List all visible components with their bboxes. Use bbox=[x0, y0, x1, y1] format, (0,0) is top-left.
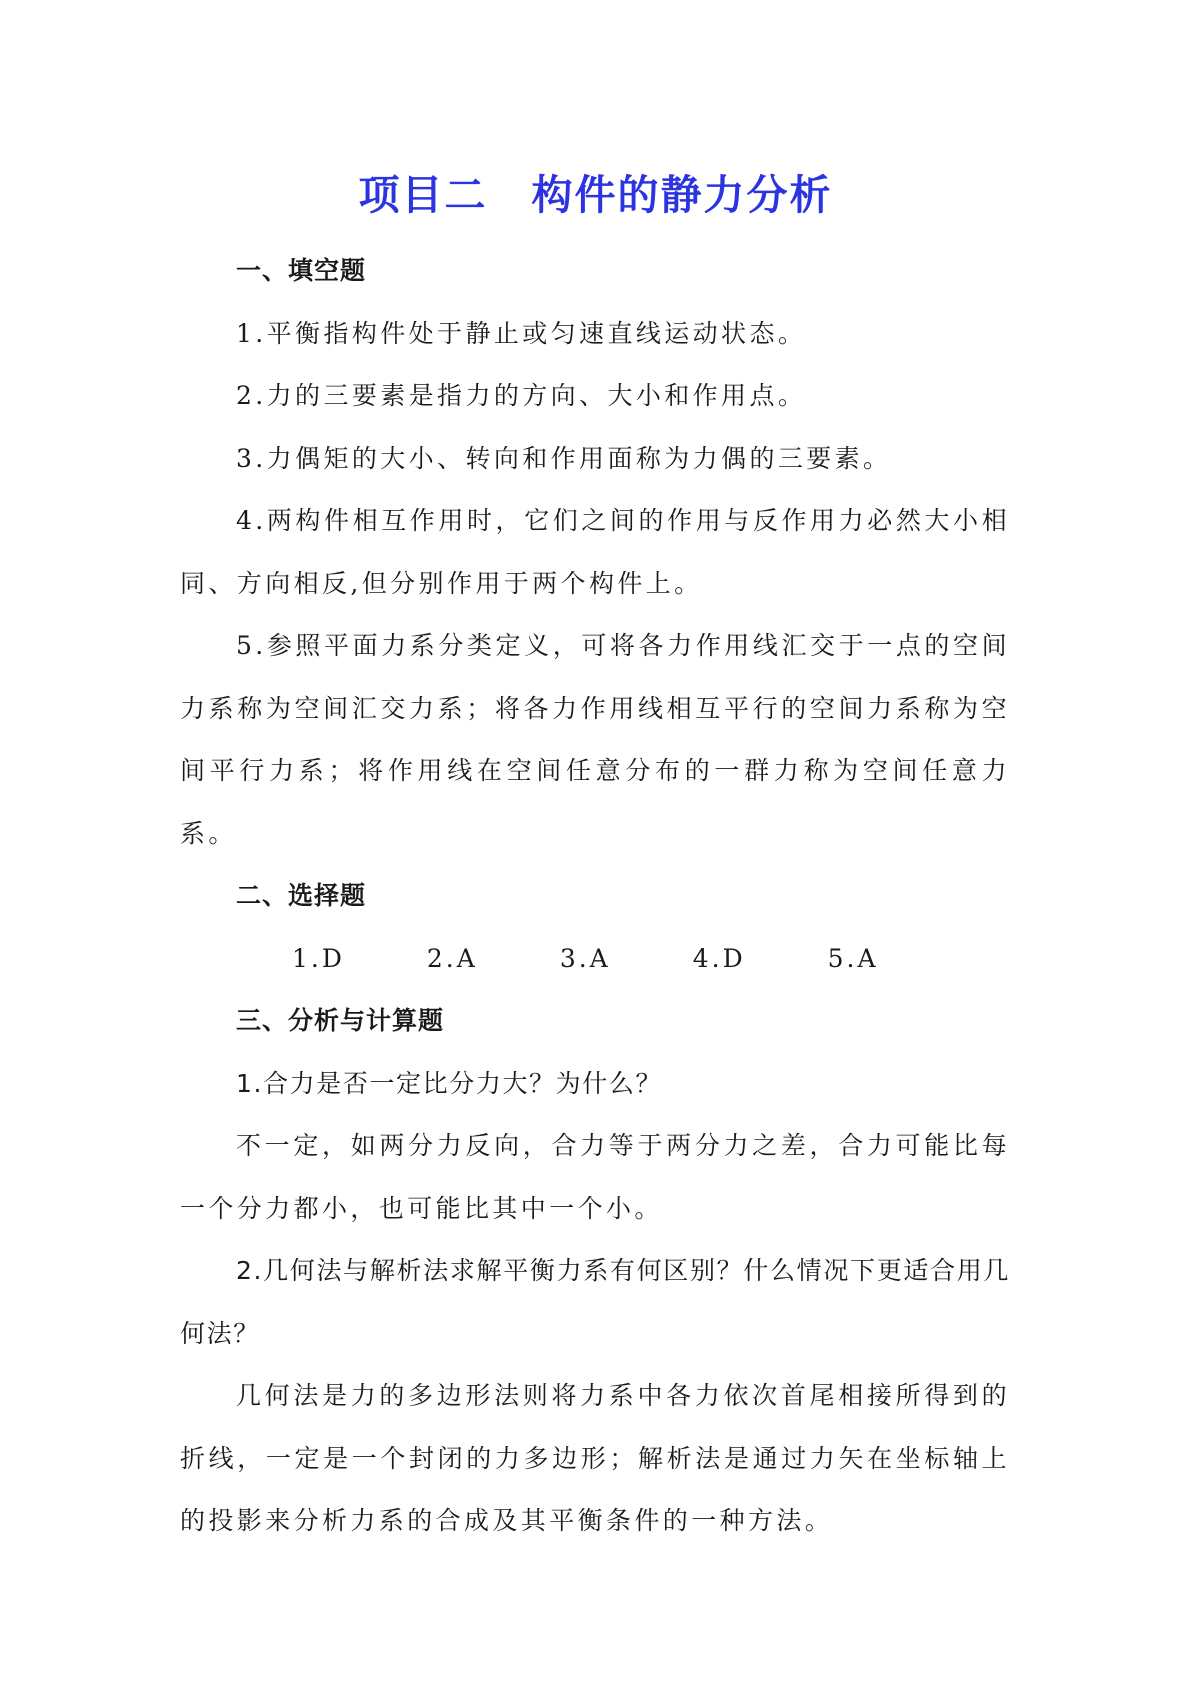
choice-answer: 3.A bbox=[559, 943, 611, 973]
fill-item-5: 5.参照平面力系分类定义，可将各力作用线汇交于一点的空间力系称为空间汇交力系；将各力作用线相互平行的空间力系称为空间平行力系；将作用线在空间任意分布的一群力称为空间任意力系。 bbox=[180, 631, 1010, 848]
fill-item-3: 3.力偶矩的大小、转向和作用面称为力偶的三要素。 bbox=[236, 443, 892, 473]
section-heading-choice: 二、选择题 bbox=[236, 881, 367, 910]
question-1: 1.合力是否一定比分力大？为什么？ bbox=[236, 1068, 663, 1098]
choice-answer: 5.A bbox=[827, 943, 879, 973]
fill-item-2: 2.力的三要素是指力的方向、大小和作用点。 bbox=[236, 381, 807, 410]
choice-answer: 2.A bbox=[426, 943, 478, 973]
title-project: 项目二 bbox=[358, 171, 488, 219]
page-title bbox=[0, 162, 1191, 221]
title-subject: 构件的静力分析 bbox=[531, 171, 833, 219]
choice-answers bbox=[180, 928, 1010, 991]
question-2: 2.几何法与解析法求解平衡力系有何区别？什么情况下更适合用几何法？ bbox=[180, 1256, 1010, 1348]
answer-1: 不一定，如两分力反向，合力等于两分力之差，合力可能比每一个分力都小，也可能比其中一个小。 bbox=[180, 1131, 1010, 1223]
answer-2: 几何法是力的多边形法则将力系中各力依次首尾相接所得到的折线，一定是一个封闭的力多边形；解析法是通过力矢在坐标轴上的投影来分析力系的合成及其平衡条件的一种方法。 bbox=[180, 1381, 1010, 1535]
choice-answer: 4.D bbox=[692, 943, 746, 973]
fill-item-4: 4.两构件相互作用时，它们之间的作用与反作用力必然大小相同、方向相反,但分别作用于两个构件上。 bbox=[180, 506, 1010, 598]
fill-item-1: 1.平衡指构件处于静止或匀速直线运动状态。 bbox=[236, 318, 807, 348]
document-body bbox=[180, 240, 1010, 1553]
section-heading-calc: 三、分析与计算题 bbox=[236, 1006, 445, 1035]
choice-answer: 1.D bbox=[292, 943, 345, 973]
section-heading-fill: 一、填空题 bbox=[236, 256, 367, 285]
